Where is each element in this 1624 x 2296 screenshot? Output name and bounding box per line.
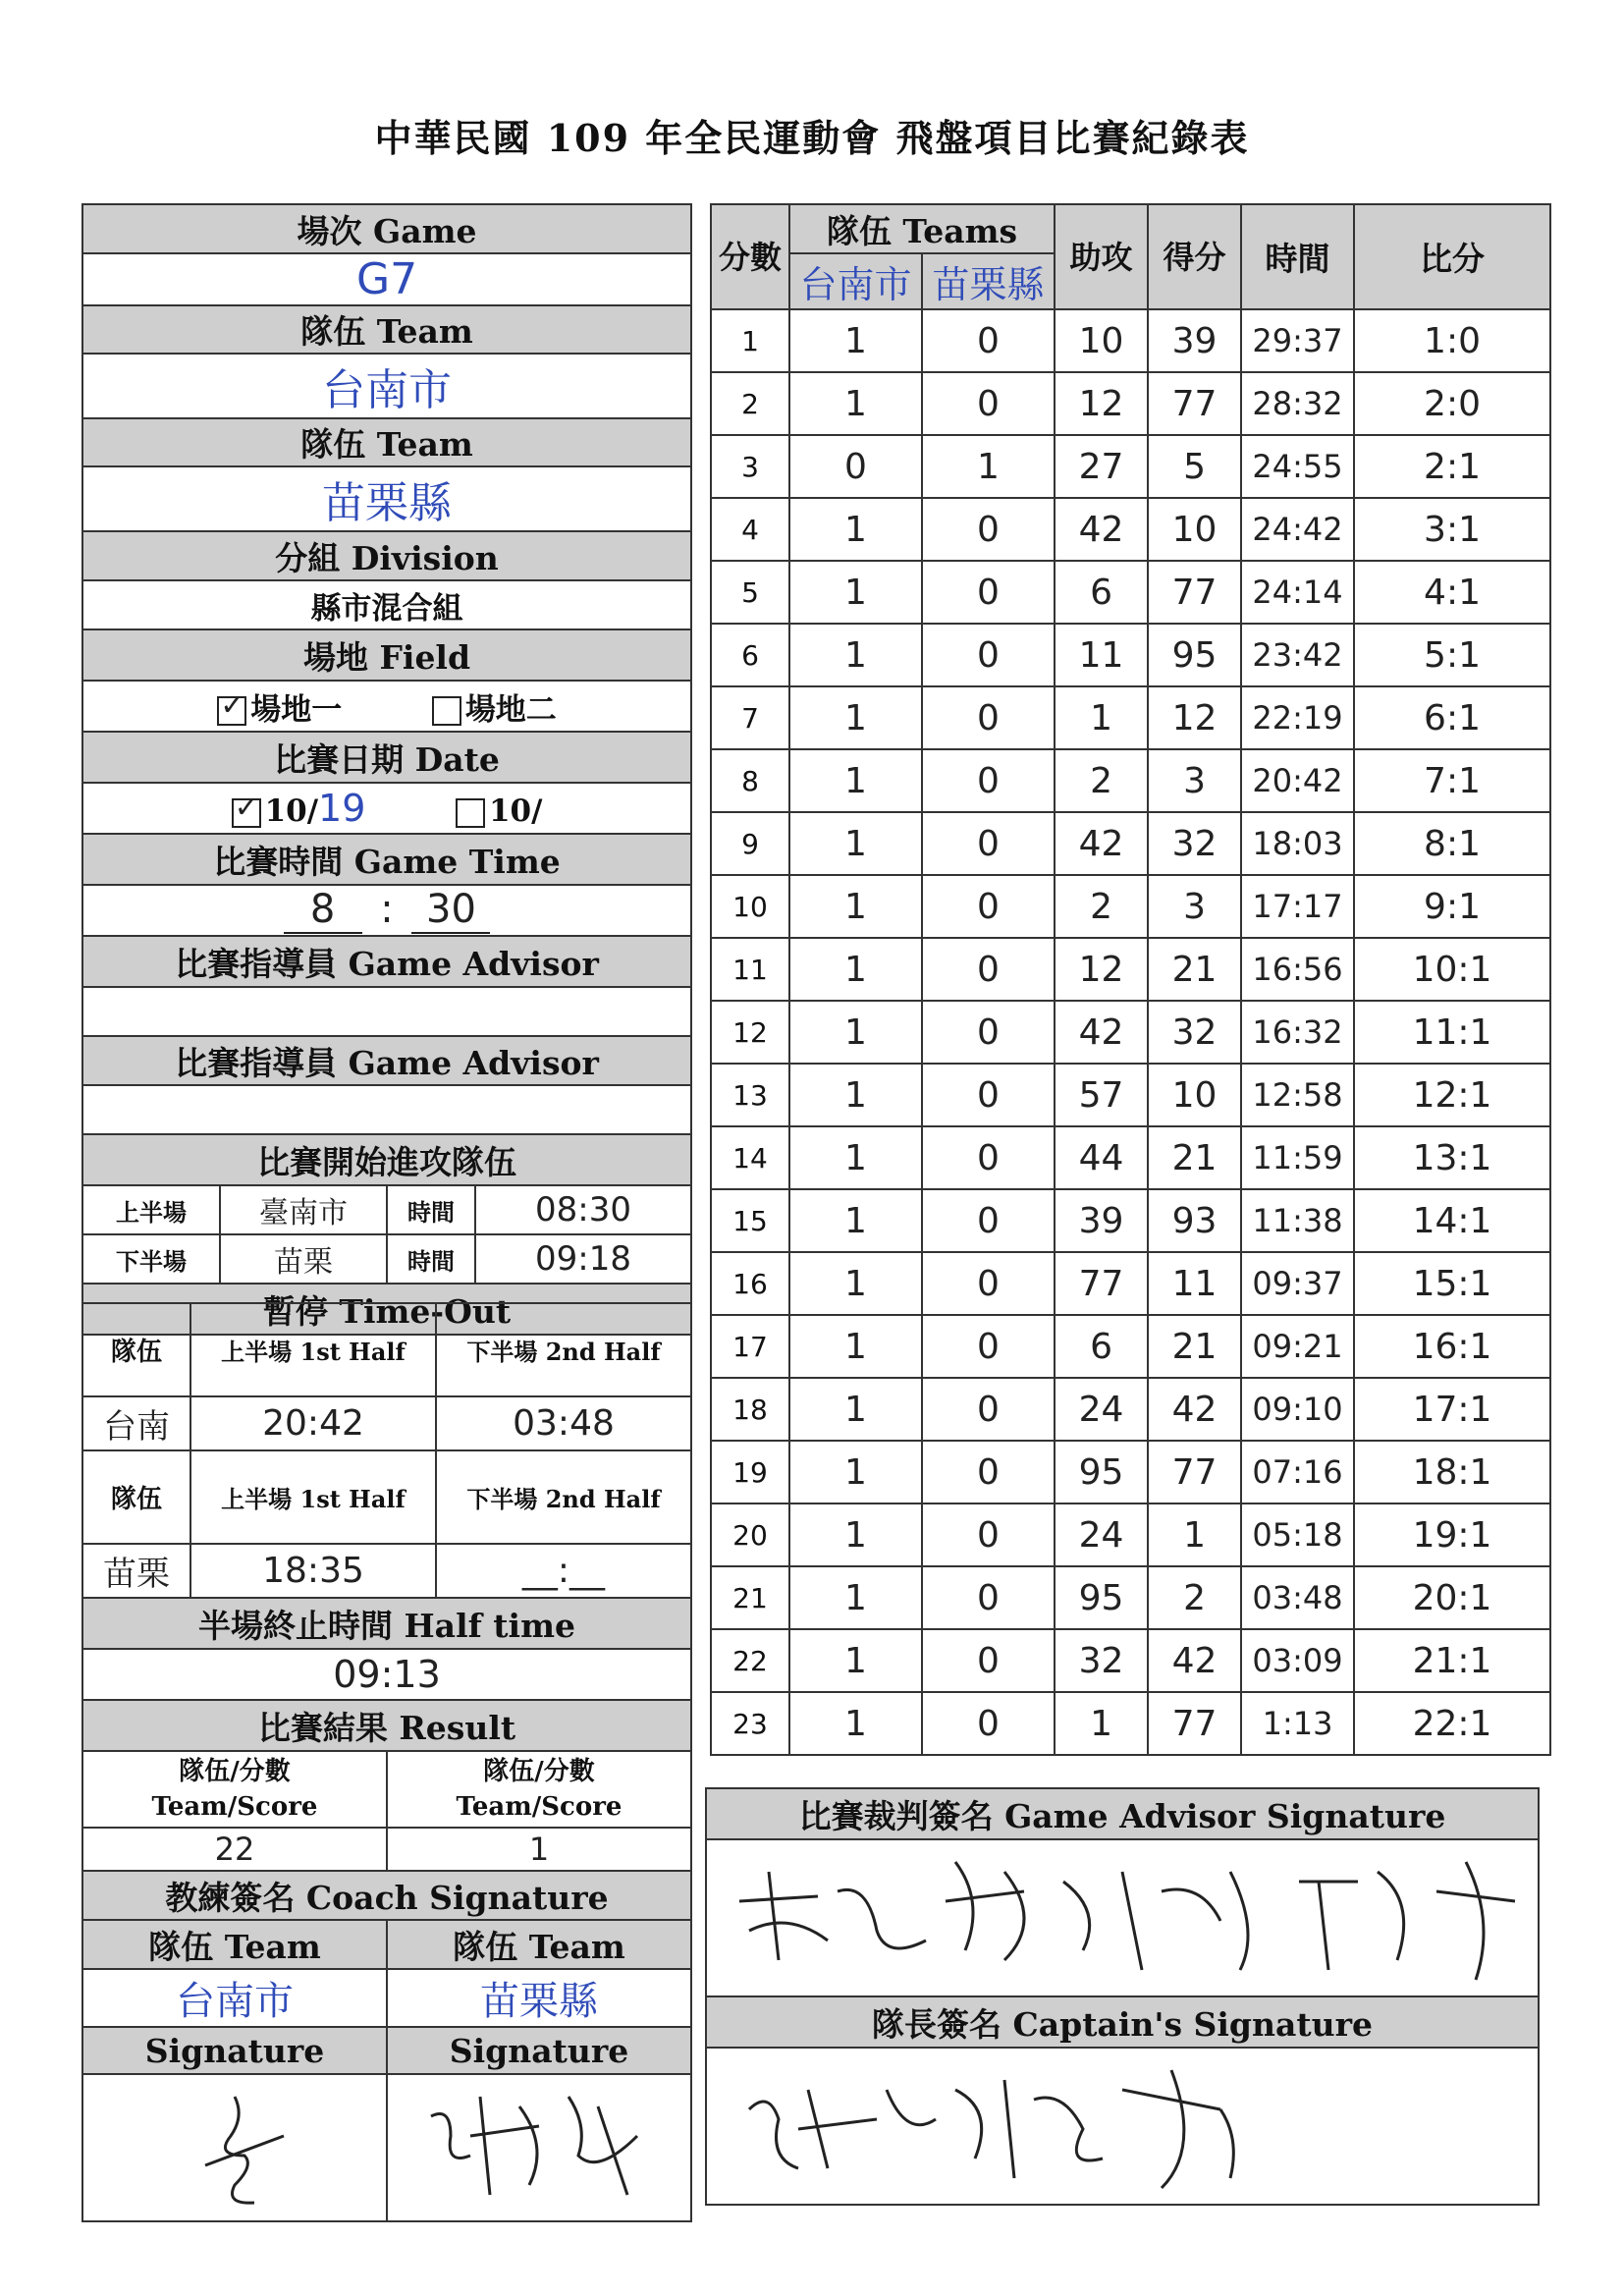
row-score: 2:0: [1354, 372, 1550, 435]
row-team-b: 0: [922, 938, 1055, 1001]
col-teams: 隊伍 Teams: [789, 204, 1055, 253]
result-label: 比賽結果 Result: [82, 1700, 691, 1751]
row-score: 16:1: [1354, 1315, 1550, 1378]
row-number: 21: [711, 1566, 789, 1629]
row-time: 09:10: [1241, 1378, 1354, 1441]
row-assist: 42: [1055, 812, 1148, 875]
row-number: 9: [711, 812, 789, 875]
row-team-b: 0: [922, 812, 1055, 875]
row-number: 22: [711, 1629, 789, 1692]
row-team-b: 0: [922, 1503, 1055, 1566]
row-team-a: 1: [789, 561, 922, 624]
row-assist: 77: [1055, 1252, 1148, 1315]
coach-sig-label: 教練簽名 Coach Signature: [82, 1871, 691, 1920]
timeout-team-2: 苗栗: [82, 1544, 190, 1598]
row-score: 2:1: [1354, 435, 1550, 498]
row-team-a: 1: [789, 875, 922, 938]
row-time: 24:42: [1241, 498, 1354, 561]
row-team-a: 1: [789, 1566, 922, 1629]
game-label: 場次 Game: [82, 204, 691, 253]
row-team-a: 1: [789, 812, 922, 875]
second-half-team: 苗栗: [220, 1234, 387, 1284]
coach-signature-1: [82, 2074, 387, 2221]
row-team-a: 1: [789, 1378, 922, 1441]
row-goal: 1: [1148, 1503, 1241, 1566]
row-team-a: 1: [789, 749, 922, 812]
row-time: 22:19: [1241, 686, 1354, 749]
result-col-1-en: Team/Score: [151, 1792, 318, 1822]
team-a-header: 台南市: [789, 253, 922, 309]
row-assist: 42: [1055, 1001, 1148, 1064]
coach-team-label-1: 隊伍 Team: [82, 1920, 387, 1969]
row-team-a: 1: [789, 372, 922, 435]
coach-sig-label-2: Signature: [387, 2027, 691, 2074]
row-assist: 24: [1055, 1503, 1148, 1566]
game-time-sep: :: [380, 887, 394, 932]
score-row: [711, 1001, 1550, 1064]
row-team-b: 0: [922, 1378, 1055, 1441]
score-row: [711, 812, 1550, 875]
row-team-a: 1: [789, 1001, 922, 1064]
row-number: 12: [711, 1001, 789, 1064]
timeout-second-label-2: 下半場 2nd Half: [436, 1450, 691, 1544]
game-value: G7: [82, 253, 691, 305]
row-score: 19:1: [1354, 1503, 1550, 1566]
row-goal: 39: [1148, 309, 1241, 372]
row-score: 21:1: [1354, 1629, 1550, 1692]
date-label: 比賽日期 Date: [82, 732, 691, 783]
row-score: 12:1: [1354, 1064, 1550, 1126]
timeout-second-label-1: 下半場 2nd Half: [436, 1303, 691, 1396]
row-score: 6:1: [1354, 686, 1550, 749]
row-goal: 93: [1148, 1189, 1241, 1252]
row-assist: 95: [1055, 1441, 1148, 1503]
timeout-first-label-1: 上半場 1st Half: [190, 1303, 436, 1396]
row-assist: 39: [1055, 1189, 1148, 1252]
score-row: [711, 1692, 1550, 1755]
captain-sig-label: 隊長簽名 Captain's Signature: [706, 1996, 1539, 2048]
row-team-b: 0: [922, 1001, 1055, 1064]
timeout-team-1: 台南: [82, 1396, 190, 1450]
division-label: 分組 Division: [82, 531, 691, 580]
row-time: 09:21: [1241, 1315, 1354, 1378]
team-label-1: 隊伍 Team: [82, 305, 691, 354]
row-score: 15:1: [1354, 1252, 1550, 1315]
advisor-label-1: 比賽指導員 Game Advisor: [82, 936, 691, 987]
row-goal: 21: [1148, 938, 1241, 1001]
row-goal: 95: [1148, 624, 1241, 686]
row-team-a: 1: [789, 309, 922, 372]
row-team-a: 1: [789, 1441, 922, 1503]
row-score: 10:1: [1354, 938, 1550, 1001]
row-assist: 11: [1055, 624, 1148, 686]
row-time: 16:56: [1241, 938, 1354, 1001]
result-col-2-zh: 隊伍/分數: [483, 1757, 595, 1786]
date-options: [82, 783, 691, 834]
row-score: 1:0: [1354, 309, 1550, 372]
score-rows: [711, 309, 1550, 1755]
score-row: [711, 1126, 1550, 1189]
score-row: [711, 875, 1550, 938]
timeout-team-label-1: 隊伍: [82, 1303, 190, 1396]
field-label: 場地 Field: [82, 629, 691, 681]
row-team-a: 1: [789, 624, 922, 686]
timeout-team-1-second: 03:48: [436, 1396, 691, 1450]
row-team-b: 0: [922, 1064, 1055, 1126]
advisor-signature-table: [705, 1787, 1540, 2206]
game-time-label: 比賽時間 Game Time: [82, 834, 691, 885]
row-team-a: 1: [789, 1126, 922, 1189]
row-assist: 2: [1055, 875, 1148, 938]
score-row: [711, 1378, 1550, 1441]
score-row: [711, 1629, 1550, 1692]
row-number: 11: [711, 938, 789, 1001]
row-goal: 10: [1148, 1064, 1241, 1126]
row-number: 18: [711, 1378, 789, 1441]
row-score: 22:1: [1354, 1692, 1550, 1755]
row-time: 16:32: [1241, 1001, 1354, 1064]
field-options: [82, 681, 691, 732]
row-goal: 10: [1148, 498, 1241, 561]
captain-signatures-drawing: [710, 2050, 1535, 2198]
row-number: 1: [711, 309, 789, 372]
score-row: [711, 1064, 1550, 1126]
row-number: 14: [711, 1126, 789, 1189]
field-1-label: 場地一: [250, 691, 343, 728]
first-half-label: 上半場: [82, 1185, 220, 1234]
second-half-time: 09:18: [475, 1234, 691, 1284]
row-assist: 95: [1055, 1566, 1148, 1629]
advisor-sig-label: 比賽裁判簽名 Game Advisor Signature: [706, 1788, 1539, 1839]
col-assist: 助攻: [1055, 204, 1148, 309]
row-number: 5: [711, 561, 789, 624]
col-result: 比分: [1354, 204, 1550, 309]
row-number: 17: [711, 1315, 789, 1378]
team-label-2: 隊伍 Team: [82, 418, 691, 466]
row-goal: 77: [1148, 1441, 1241, 1503]
first-half-time-label: 時間: [387, 1185, 475, 1234]
second-half-time-label: 時間: [387, 1234, 475, 1284]
row-team-a: 1: [789, 1064, 922, 1126]
field-2-checkbox[interactable]: [432, 696, 461, 726]
left-info-table: [81, 203, 692, 1336]
coach-signature-1-drawing: [136, 2077, 333, 2214]
col-time: 時間: [1241, 204, 1354, 309]
row-team-a: 1: [789, 498, 922, 561]
row-team-a: 1: [789, 686, 922, 749]
row-team-a: 1: [789, 1629, 922, 1692]
team-value-1: 台南市: [82, 354, 691, 418]
timeout-team-label-2: 隊伍: [82, 1450, 190, 1544]
row-goal: 42: [1148, 1629, 1241, 1692]
row-team-b: 0: [922, 372, 1055, 435]
date-1-checkbox[interactable]: [232, 798, 261, 828]
coach-signature-2: [387, 2074, 691, 2221]
score-row: [711, 1441, 1550, 1503]
field-1-checkbox[interactable]: [217, 696, 246, 726]
row-number: 20: [711, 1503, 789, 1566]
date-2-prefix: 10/: [488, 793, 543, 829]
advisor-label-2: 比賽指導員 Game Advisor: [82, 1036, 691, 1085]
coach-signature-2-drawing: [402, 2077, 677, 2214]
score-row: [711, 1252, 1550, 1315]
row-time: 17:17: [1241, 875, 1354, 938]
row-number: 6: [711, 624, 789, 686]
row-team-b: 1: [922, 435, 1055, 498]
row-time: 20:42: [1241, 749, 1354, 812]
game-time-hour: 8: [284, 887, 362, 934]
row-team-b: 0: [922, 498, 1055, 561]
row-number: 19: [711, 1441, 789, 1503]
row-time: 12:58: [1241, 1064, 1354, 1126]
result-col-2-en: Team/Score: [456, 1792, 623, 1822]
timeout-table: [81, 1302, 692, 1599]
row-assist: 6: [1055, 1315, 1148, 1378]
second-half-label: 下半場: [82, 1234, 220, 1284]
row-number: 13: [711, 1064, 789, 1126]
row-goal: 42: [1148, 1378, 1241, 1441]
row-score: 18:1: [1354, 1441, 1550, 1503]
row-score: 8:1: [1354, 812, 1550, 875]
coach-team-2: 苗栗縣: [387, 1969, 691, 2027]
row-number: 16: [711, 1252, 789, 1315]
result-score-1: 22: [82, 1828, 387, 1871]
result-table: [81, 1597, 692, 2222]
halftime-value: 09:13: [82, 1649, 691, 1700]
team-b-header: 苗栗縣: [922, 253, 1055, 309]
captain-signatures: [706, 2048, 1539, 2205]
row-assist: 12: [1055, 938, 1148, 1001]
row-number: 15: [711, 1189, 789, 1252]
row-time: 28:32: [1241, 372, 1354, 435]
row-goal: 21: [1148, 1126, 1241, 1189]
result-col-1-zh: 隊伍/分數: [179, 1757, 291, 1786]
score-table: [710, 203, 1551, 1756]
score-row: [711, 749, 1550, 812]
row-team-b: 0: [922, 686, 1055, 749]
row-goal: 32: [1148, 812, 1241, 875]
row-time: 24:55: [1241, 435, 1354, 498]
row-assist: 6: [1055, 561, 1148, 624]
row-team-a: 1: [789, 1503, 922, 1566]
row-goal: 32: [1148, 1001, 1241, 1064]
date-1-day: 19: [318, 787, 366, 830]
row-assist: 44: [1055, 1126, 1148, 1189]
row-time: 11:59: [1241, 1126, 1354, 1189]
row-team-b: 0: [922, 749, 1055, 812]
row-goal: 2: [1148, 1566, 1241, 1629]
date-1-prefix: 10/: [264, 793, 319, 829]
row-team-b: 0: [922, 1126, 1055, 1189]
score-row: [711, 1189, 1550, 1252]
score-row: [711, 624, 1550, 686]
score-row: [711, 938, 1550, 1001]
division-value: 縣市混合組: [82, 580, 691, 629]
row-number: 3: [711, 435, 789, 498]
score-row: [711, 686, 1550, 749]
score-row: [711, 372, 1550, 435]
row-goal: 12: [1148, 686, 1241, 749]
row-assist: 10: [1055, 309, 1148, 372]
row-team-a: 1: [789, 1252, 922, 1315]
coach-team-label-2: 隊伍 Team: [387, 1920, 691, 1969]
timeout-first-label-2: 上半場 1st Half: [190, 1450, 436, 1544]
col-goal: 得分: [1148, 204, 1241, 309]
row-assist: 42: [1055, 498, 1148, 561]
row-assist: 2: [1055, 749, 1148, 812]
game-time-minute: 30: [411, 887, 490, 934]
row-goal: 3: [1148, 875, 1241, 938]
row-team-b: 0: [922, 624, 1055, 686]
row-score: 17:1: [1354, 1378, 1550, 1441]
row-score: 13:1: [1354, 1126, 1550, 1189]
row-team-b: 0: [922, 1189, 1055, 1252]
row-number: 10: [711, 875, 789, 938]
row-score: 14:1: [1354, 1189, 1550, 1252]
coach-sig-label-1: Signature: [82, 2027, 387, 2074]
row-team-b: 0: [922, 875, 1055, 938]
form-title: 中華民國 109 年全民運動會 飛盤項目比賽紀錄表: [374, 116, 1250, 160]
date-2-checkbox[interactable]: [456, 798, 485, 828]
field-2-label: 場地二: [464, 691, 557, 728]
row-time: 29:37: [1241, 309, 1354, 372]
row-time: 18:03: [1241, 812, 1354, 875]
row-assist: 32: [1055, 1629, 1148, 1692]
row-time: 11:38: [1241, 1189, 1354, 1252]
team-value-2: 苗栗縣: [82, 466, 691, 531]
row-number: 2: [711, 372, 789, 435]
start-team-label: 比賽開始進攻隊伍: [82, 1134, 691, 1185]
row-team-b: 0: [922, 1629, 1055, 1692]
row-assist: 27: [1055, 435, 1148, 498]
row-team-b: 0: [922, 1252, 1055, 1315]
row-score: 4:1: [1354, 561, 1550, 624]
col-score-no: 分數: [711, 204, 789, 309]
score-row: [711, 309, 1550, 372]
row-team-b: 0: [922, 309, 1055, 372]
advisor-signatures-drawing: [710, 1842, 1535, 1990]
row-team-a: 1: [789, 1315, 922, 1378]
row-number: 23: [711, 1692, 789, 1755]
row-goal: 21: [1148, 1315, 1241, 1378]
result-score-2: 1: [387, 1828, 691, 1871]
row-time: 05:18: [1241, 1503, 1354, 1566]
row-goal: 5: [1148, 435, 1241, 498]
timeout-team-2-second: __:__: [436, 1544, 691, 1598]
halftime-label: 半場終止時間 Half time: [82, 1598, 691, 1649]
row-team-b: 0: [922, 1441, 1055, 1503]
row-assist: 12: [1055, 372, 1148, 435]
row-goal: 11: [1148, 1252, 1241, 1315]
timeout-team-2-first: 18:35: [190, 1544, 436, 1598]
row-team-b: 0: [922, 1315, 1055, 1378]
row-assist: 1: [1055, 686, 1148, 749]
row-time: 03:09: [1241, 1629, 1354, 1692]
timeout-team-1-first: 20:42: [190, 1396, 436, 1450]
timeout-label: 暫停 Time-Out: [82, 1284, 691, 1335]
row-team-b: 0: [922, 561, 1055, 624]
score-row: [711, 1566, 1550, 1629]
row-score: 9:1: [1354, 875, 1550, 938]
row-time: 24:14: [1241, 561, 1354, 624]
row-goal: 3: [1148, 749, 1241, 812]
row-time: 1:13: [1241, 1692, 1354, 1755]
row-score: 7:1: [1354, 749, 1550, 812]
row-number: 4: [711, 498, 789, 561]
row-team-a: 0: [789, 435, 922, 498]
score-row: [711, 1315, 1550, 1378]
row-time: 03:48: [1241, 1566, 1354, 1629]
score-row: [711, 498, 1550, 561]
first-half-team: 臺南市: [220, 1185, 387, 1234]
row-team-a: 1: [789, 1692, 922, 1755]
row-team-a: 1: [789, 938, 922, 1001]
row-goal: 77: [1148, 1692, 1241, 1755]
row-score: 11:1: [1354, 1001, 1550, 1064]
score-row: [711, 1503, 1550, 1566]
score-row: [711, 561, 1550, 624]
coach-team-1: 台南市: [82, 1969, 387, 2027]
row-goal: 77: [1148, 561, 1241, 624]
advisor-signatures: [706, 1839, 1539, 1996]
row-team-a: 1: [789, 1189, 922, 1252]
row-assist: 1: [1055, 1692, 1148, 1755]
advisor-value-2: [82, 1085, 691, 1134]
result-col-2-header: [387, 1751, 691, 1828]
row-goal: 77: [1148, 372, 1241, 435]
result-col-1-header: [82, 1751, 387, 1828]
row-score: 20:1: [1354, 1566, 1550, 1629]
row-score: 5:1: [1354, 624, 1550, 686]
advisor-value-1: [82, 987, 691, 1036]
row-number: 7: [711, 686, 789, 749]
game-time-value: [82, 885, 691, 936]
row-assist: 57: [1055, 1064, 1148, 1126]
row-time: 23:42: [1241, 624, 1354, 686]
row-time: 07:16: [1241, 1441, 1354, 1503]
row-score: 3:1: [1354, 498, 1550, 561]
first-half-time: 08:30: [475, 1185, 691, 1234]
score-row: [711, 435, 1550, 498]
row-number: 8: [711, 749, 789, 812]
row-team-b: 0: [922, 1566, 1055, 1629]
row-assist: 24: [1055, 1378, 1148, 1441]
row-time: 09:37: [1241, 1252, 1354, 1315]
row-team-b: 0: [922, 1692, 1055, 1755]
